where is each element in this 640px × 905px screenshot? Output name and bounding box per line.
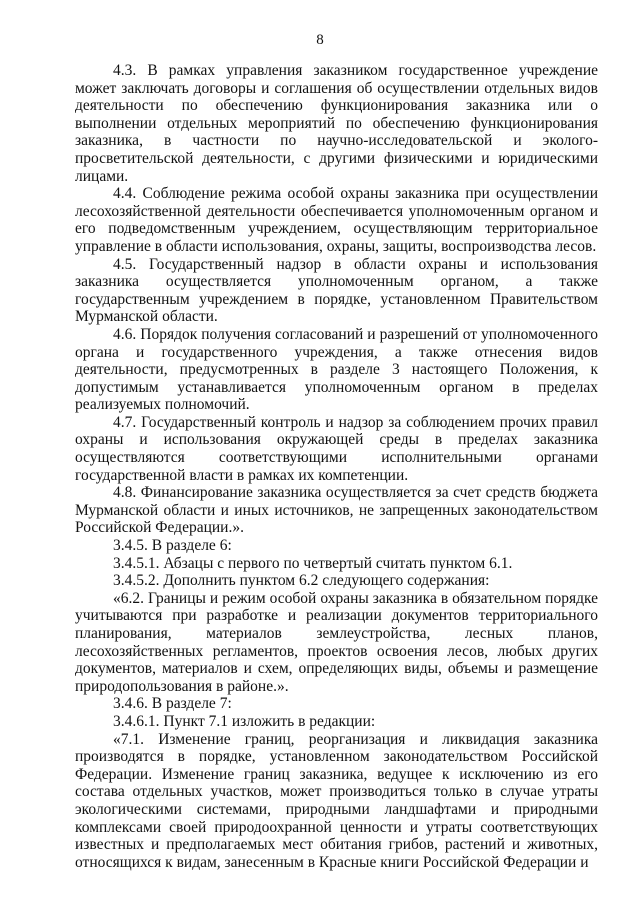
paragraph-4-8: 4.8. Финансирование заказника осуществляется за счет средств бюджета Мурманской области и иных источников, не запрещенных законодательством Российской Федерации.». xyxy=(75,484,598,537)
paragraph-3-4-5-1: 3.4.5.1. Абзацы с первого по четвертый считать пунктом 6.1. xyxy=(113,554,513,572)
paragraph-7-1: «7.1. Изменение границ, реорганизация и ликвидация заказника производятся в порядке, установленном законодательством Российской Федерации. Изменение границ заказника, ведущее к исключению из его состава отдельных участков, может производиться только в случае утраты экологическими системами, природными ландшафтами и природными комплексами своей природоохранной ценности и утраты соответствующих известных и предполагаемых мест обитания грибов, растений и животных, относящихся к видам, занесенным в Красные книги Российской Федерации и xyxy=(75,730,598,871)
paragraph-3-4-6: 3.4.6. В разделе 7: xyxy=(113,695,232,713)
paragraph-4-3: 4.3. В рамках управления заказником государственное учреждение может заключать договоры и соглашения об осуществлении отдельных видов деятельности по обеспечению функционирования заказника или о выполнении отдельных мероприятий по обеспечению функционирования заказника, в частности по научно-исследовательской и эколого-просветительской деятельности, с другими физическими и юридическими лицами. xyxy=(75,62,598,185)
paragraph-6-2: «6.2. Границы и режим особой охраны заказника в обязательном порядке учитываются при разработке и реализации документов территориального планирования, материалов землеустройства, лесных планов, лесохозяйственных регламентов, проектов освоения лесов, любых других документов, материалов и схем, определяющих виды, объемы и размещение природопользования в районе.». xyxy=(75,589,598,695)
paragraph-4-6: 4.6. Порядок получения согласований и разрешений от уполномоченного органа и государственного учреждения, а также отнесения видов деятельности, предусмотренных в разделе 3 настоящего Положения, к допустимым устанавливается уполномоченным органом в пределах реализуемых полномочий. xyxy=(75,325,598,414)
paragraph-4-7: 4.7. Государственный контроль и надзор за соблюдением прочих правил охраны и использования окружающей среды в пределах заказника осуществляются соответствующими исполнительными органами государственной власти в рамках их компетенции. xyxy=(75,413,598,484)
document-body xyxy=(75,62,598,871)
paragraph-3-4-5-2: 3.4.5.2. Дополнить пунктом 6.2 следующего содержания: xyxy=(113,572,490,590)
paragraph-4-4: 4.4. Соблюдение режима особой охраны заказника при осуществлении лесохозяйственной деятельности обеспечивается уполномоченным органом и его подведомственным учреждением, осуществляющим территориальное управление в области использования, охраны, защиты, воспроизводства лесов. xyxy=(75,185,598,255)
paragraph-4-5: 4.5. Государственный надзор в области охраны и использования заказника осуществляется уполномоченным органом, а также государственным учреждением в порядке, установленном Правительством Мурманской области. xyxy=(75,255,598,326)
paragraph-3-4-5: 3.4.5. В разделе 6: xyxy=(113,537,232,555)
paragraph-3-4-6-1: 3.4.6.1. Пункт 7.1 изложить в редакции: xyxy=(113,712,376,730)
page-number: 8 xyxy=(316,32,324,48)
